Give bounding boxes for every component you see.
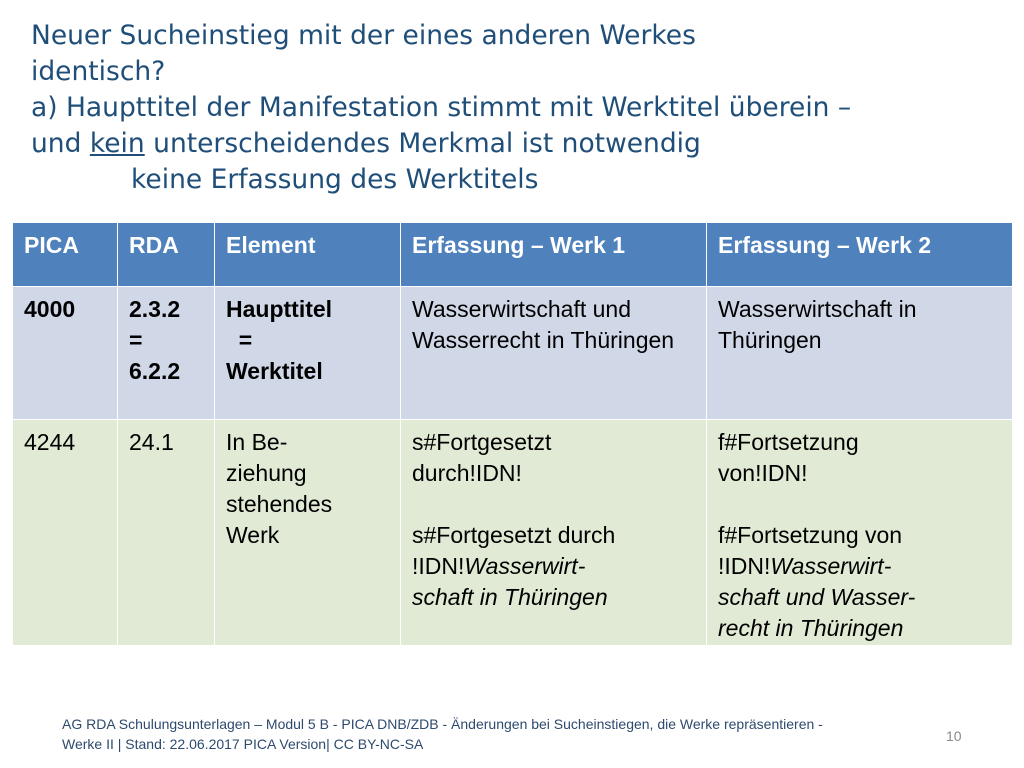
- rda-line: 6.2.2: [129, 358, 181, 384]
- title-line-5-text: keine Erfassung des Werktitels: [131, 164, 539, 195]
- werk2-line: f#Fortsetzung von: [718, 522, 903, 548]
- spacer: [412, 489, 698, 520]
- footer-line-1: AG RDA Schulungsunterlagen – Modul 5 B - PICA DNB/ZDB - Änderungen bei Sucheinstiegen, die Werke repräsentieren -: [62, 716, 823, 732]
- rda-line: 2.3.2: [129, 296, 181, 322]
- werk1-line: [412, 551, 698, 582]
- cell-element: [215, 287, 401, 420]
- title-line-3: a) Haupttitel der Manifestation stimmt mit Werktitel überein –: [31, 92, 852, 123]
- title-line-4-pre: und: [31, 128, 90, 159]
- header-pica: PICA: [13, 223, 118, 287]
- element-line: =: [226, 327, 253, 353]
- werk2-line: schaft und Wasser-: [718, 584, 916, 610]
- cell-werk-1: Wasserwirtschaft und Wasserrecht in Thüringen: [401, 287, 707, 420]
- rda-line: =: [129, 327, 143, 353]
- element-line: ziehung: [226, 460, 307, 486]
- werk1-line: schaft in Thüringen: [412, 584, 608, 610]
- title-underlined-word: kein: [89, 128, 145, 159]
- werk2-idn: !IDN!: [718, 553, 771, 579]
- title-line-4: [31, 126, 991, 162]
- cell-element: [215, 420, 401, 646]
- title-line-4-post: unterscheidendes Merkmal ist notwendig: [144, 128, 701, 159]
- werk1-line: durch!IDN!: [412, 460, 522, 486]
- werk2-line: von!IDN!: [718, 460, 808, 486]
- cell-werk-2: Wasserwirtschaft in Thüringen: [707, 287, 1013, 420]
- element-line: Werk: [226, 522, 280, 548]
- title-line-5: [31, 162, 991, 198]
- spacer: [718, 489, 1004, 520]
- footer-line-2: Werke II | Stand: 22.06.2017 PICA Version| CC BY-NC-SA: [62, 736, 424, 752]
- title-line-2: identisch?: [31, 56, 166, 87]
- slide-title: [31, 18, 991, 198]
- footer-text: [62, 714, 922, 754]
- element-line: stehendes: [226, 491, 333, 517]
- cell-werk-1: [401, 420, 707, 646]
- werk1-line: s#Fortgesetzt: [412, 429, 552, 455]
- element-line: Haupttitel: [226, 296, 333, 322]
- werk2-line: [718, 551, 1004, 582]
- element-line: Werktitel: [226, 358, 323, 384]
- comparison-table: [12, 222, 1013, 646]
- cell-rda: [118, 287, 215, 420]
- werk2-line: recht in Thüringen: [718, 615, 904, 641]
- cell-pica: 4000: [13, 287, 118, 420]
- werk1-title-part: Wasserwirt-: [464, 553, 586, 579]
- table-row: [13, 420, 1013, 646]
- cell-rda: 24.1: [118, 420, 215, 646]
- cell-pica: 4244: [13, 420, 118, 646]
- title-line-1: Neuer Sucheinstieg mit der eines anderen Werkes: [31, 20, 696, 51]
- header-element: Element: [215, 223, 401, 287]
- element-line: In Be-: [226, 429, 288, 455]
- page-number: 10: [946, 728, 962, 744]
- header-werk-2: Erfassung – Werk 2: [707, 223, 1013, 287]
- werk1-line: s#Fortgesetzt durch: [412, 522, 616, 548]
- table-header-row: [13, 223, 1013, 287]
- header-werk-1: Erfassung – Werk 1: [401, 223, 707, 287]
- werk2-title-part: Wasserwirt-: [770, 553, 892, 579]
- cell-werk-2: [707, 420, 1013, 646]
- werk1-idn: !IDN!: [412, 553, 465, 579]
- header-rda: RDA: [118, 223, 215, 287]
- table-row: [13, 287, 1013, 420]
- werk2-line: f#Fortsetzung: [718, 429, 859, 455]
